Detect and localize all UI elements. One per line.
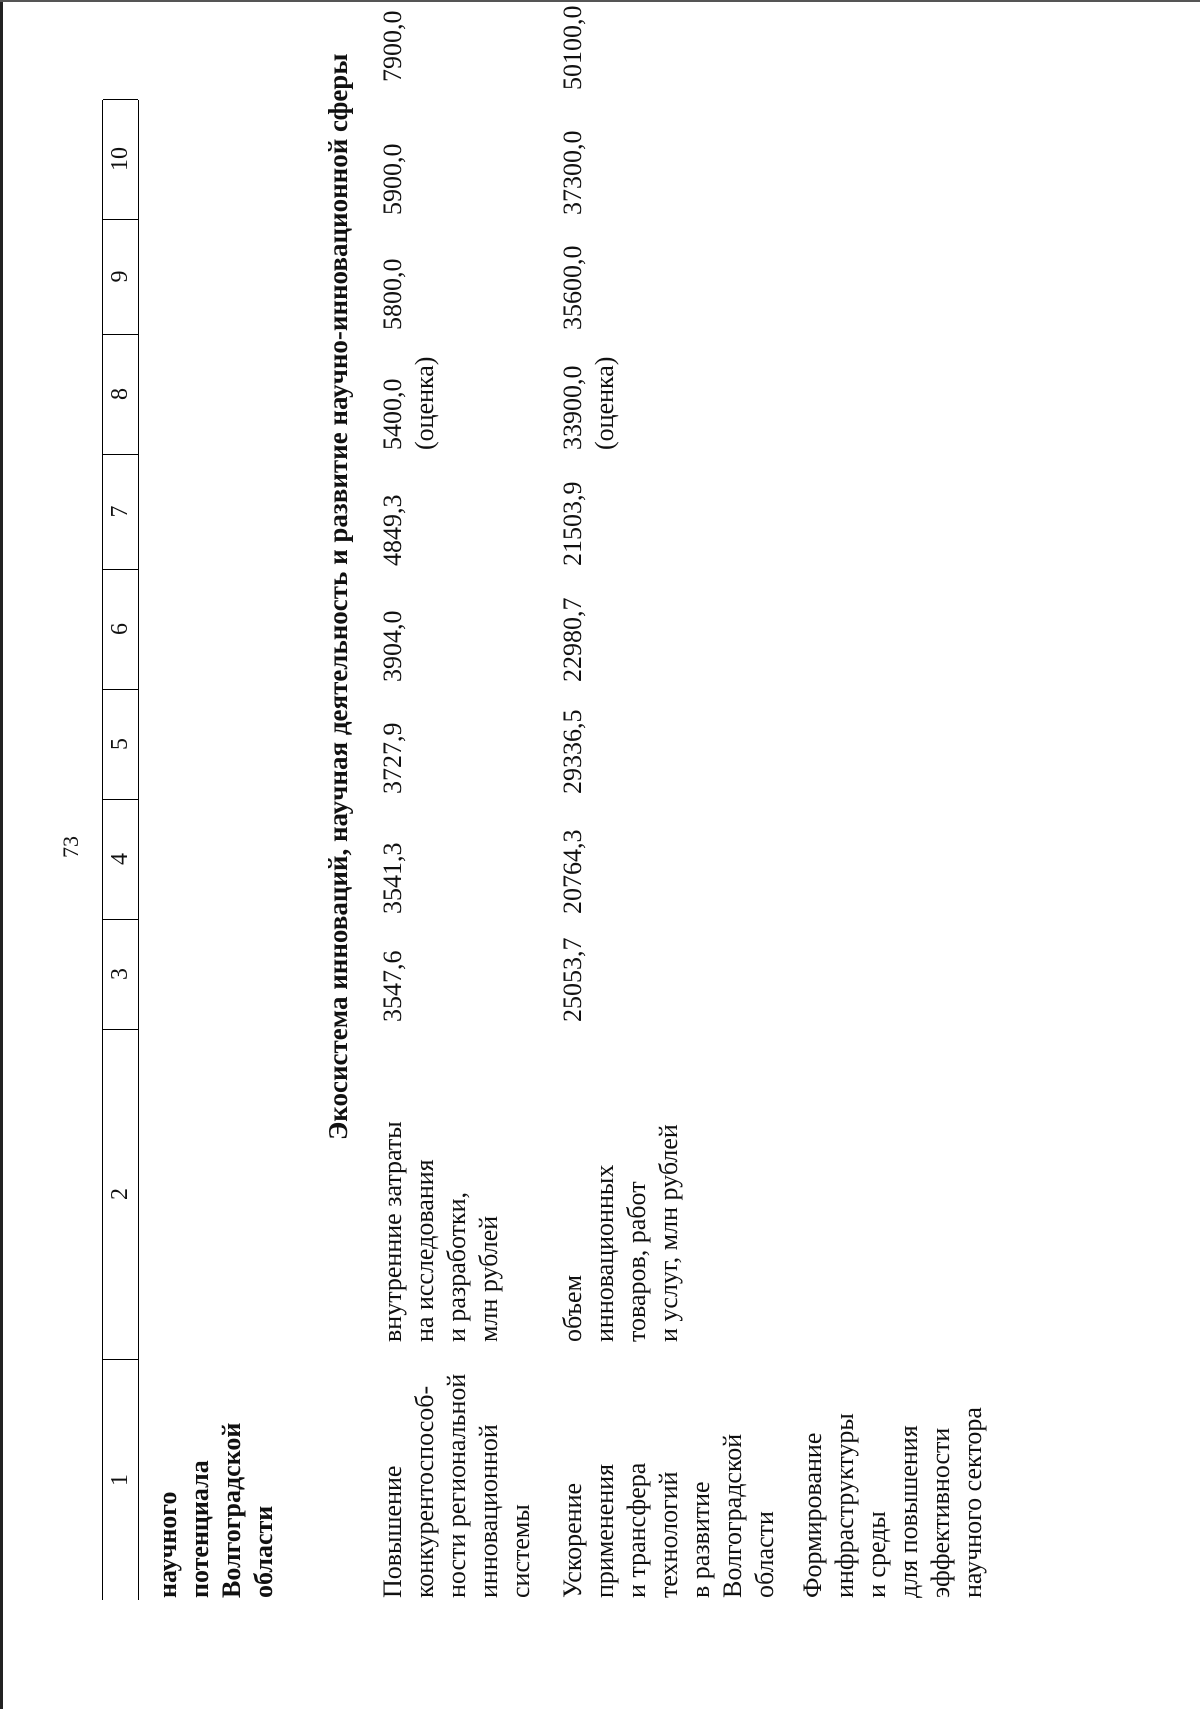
- row2-col3: 25053,7: [558, 937, 587, 1022]
- row2-indicator: [557, 1124, 685, 1342]
- goal-line: конкурентоспособ-: [410, 1385, 439, 1598]
- row2-col10: 37300,0: [558, 130, 587, 215]
- goal-line: технологий: [654, 1471, 683, 1598]
- section-title: Экосистема инноваций, научная деятельность и развитие научно-инновационной сферы: [323, 53, 353, 1140]
- value: 33900,0: [558, 365, 587, 450]
- goal-line: Волгоградской: [718, 1433, 747, 1598]
- row1-col11: 7900,0: [378, 10, 407, 82]
- goal-line: научного сектора: [958, 1407, 987, 1598]
- row2-col11: 50100,0: [558, 5, 587, 90]
- goal-line: эффективности: [926, 1427, 955, 1598]
- goal-line: ности региональной: [442, 1373, 471, 1598]
- carry-over-line: научного: [153, 1491, 182, 1598]
- header-col-5: 5: [103, 689, 138, 800]
- indicator-line: на исследования: [410, 1159, 439, 1342]
- scan-top-edge: [0, 0, 1200, 2]
- estimate-note: (оценка): [410, 356, 439, 450]
- row3-goal: [797, 1407, 989, 1598]
- scan-left-edge: [0, 0, 3, 1709]
- goal-line: инфраструктуры: [830, 1413, 859, 1598]
- row1-col3: 3547,6: [378, 950, 407, 1022]
- indicator-line: и услуг, млн рублей: [654, 1124, 683, 1342]
- carry-over-line: потенциала: [185, 1460, 214, 1598]
- row2-col5: 29336,5: [558, 709, 587, 794]
- indicator-line: млн рублей: [474, 1215, 503, 1342]
- header-col-2: 2: [103, 1029, 138, 1360]
- row1-col9: 5800,0: [378, 258, 407, 330]
- row1-indicator: [377, 1121, 505, 1342]
- page-number: 73: [58, 836, 83, 858]
- row1-col5: 3727,9: [378, 722, 407, 794]
- header-col-7: 7: [103, 454, 138, 570]
- goal-line: Ускорение: [558, 1482, 587, 1598]
- rotated-table: [102, 5, 1182, 1600]
- goal-line: Формирование: [798, 1432, 827, 1598]
- estimate-note: (оценка): [590, 356, 619, 450]
- row1-col7: 4849,3: [378, 494, 407, 566]
- indicator-line: объем: [558, 1274, 587, 1342]
- indicator-line: внутренние затраты: [378, 1121, 407, 1342]
- row1-col4: 3541,3: [378, 842, 407, 914]
- goal-line: Повышение: [378, 1465, 407, 1598]
- carry-over-line: области: [249, 1505, 278, 1598]
- row2-col4: 20764,3: [558, 829, 587, 914]
- header-col-11: [103, 99, 138, 100]
- goal-line: системы: [506, 1504, 535, 1598]
- indicator-line: товаров, работ: [622, 1181, 651, 1342]
- table-header: [102, 100, 139, 1600]
- row2-col9: 35600,0: [558, 245, 587, 330]
- row2-col7: 21503,9: [558, 481, 587, 566]
- header-col-1: 1: [107, 1474, 133, 1486]
- row1-col6: 3904,0: [378, 610, 407, 682]
- indicator-line: инновационных: [590, 1164, 619, 1342]
- row1-goal: [377, 1374, 537, 1598]
- carry-over-goal: [152, 1423, 280, 1598]
- row2-goal: [557, 1434, 781, 1598]
- header-col-3: 3: [103, 919, 138, 1030]
- row2-col6: 22980,7: [558, 597, 587, 682]
- goal-line: для повышения: [894, 1425, 923, 1598]
- indicator-line: и разработки,: [442, 1191, 471, 1342]
- goal-line: в развитие: [686, 1481, 715, 1598]
- row1-col8: [377, 357, 441, 450]
- value: 5400,0: [378, 378, 407, 450]
- carry-over-line: Волгоградской: [217, 1422, 246, 1598]
- goal-line: области: [750, 1511, 779, 1598]
- header-col-9: 9: [103, 219, 138, 335]
- goal-line: и трансфера: [622, 1462, 651, 1598]
- goal-line: применения: [590, 1463, 619, 1598]
- header-col-4: 4: [103, 799, 138, 920]
- header-col-6: 6: [103, 569, 138, 690]
- row2-col8: [557, 357, 621, 450]
- goal-line: и среды: [862, 1511, 891, 1598]
- row1-col10: 5900,0: [378, 143, 407, 215]
- header-col-10: 10: [103, 99, 138, 220]
- header-col-8: 8: [103, 334, 138, 455]
- goal-line: инновационной: [474, 1424, 503, 1598]
